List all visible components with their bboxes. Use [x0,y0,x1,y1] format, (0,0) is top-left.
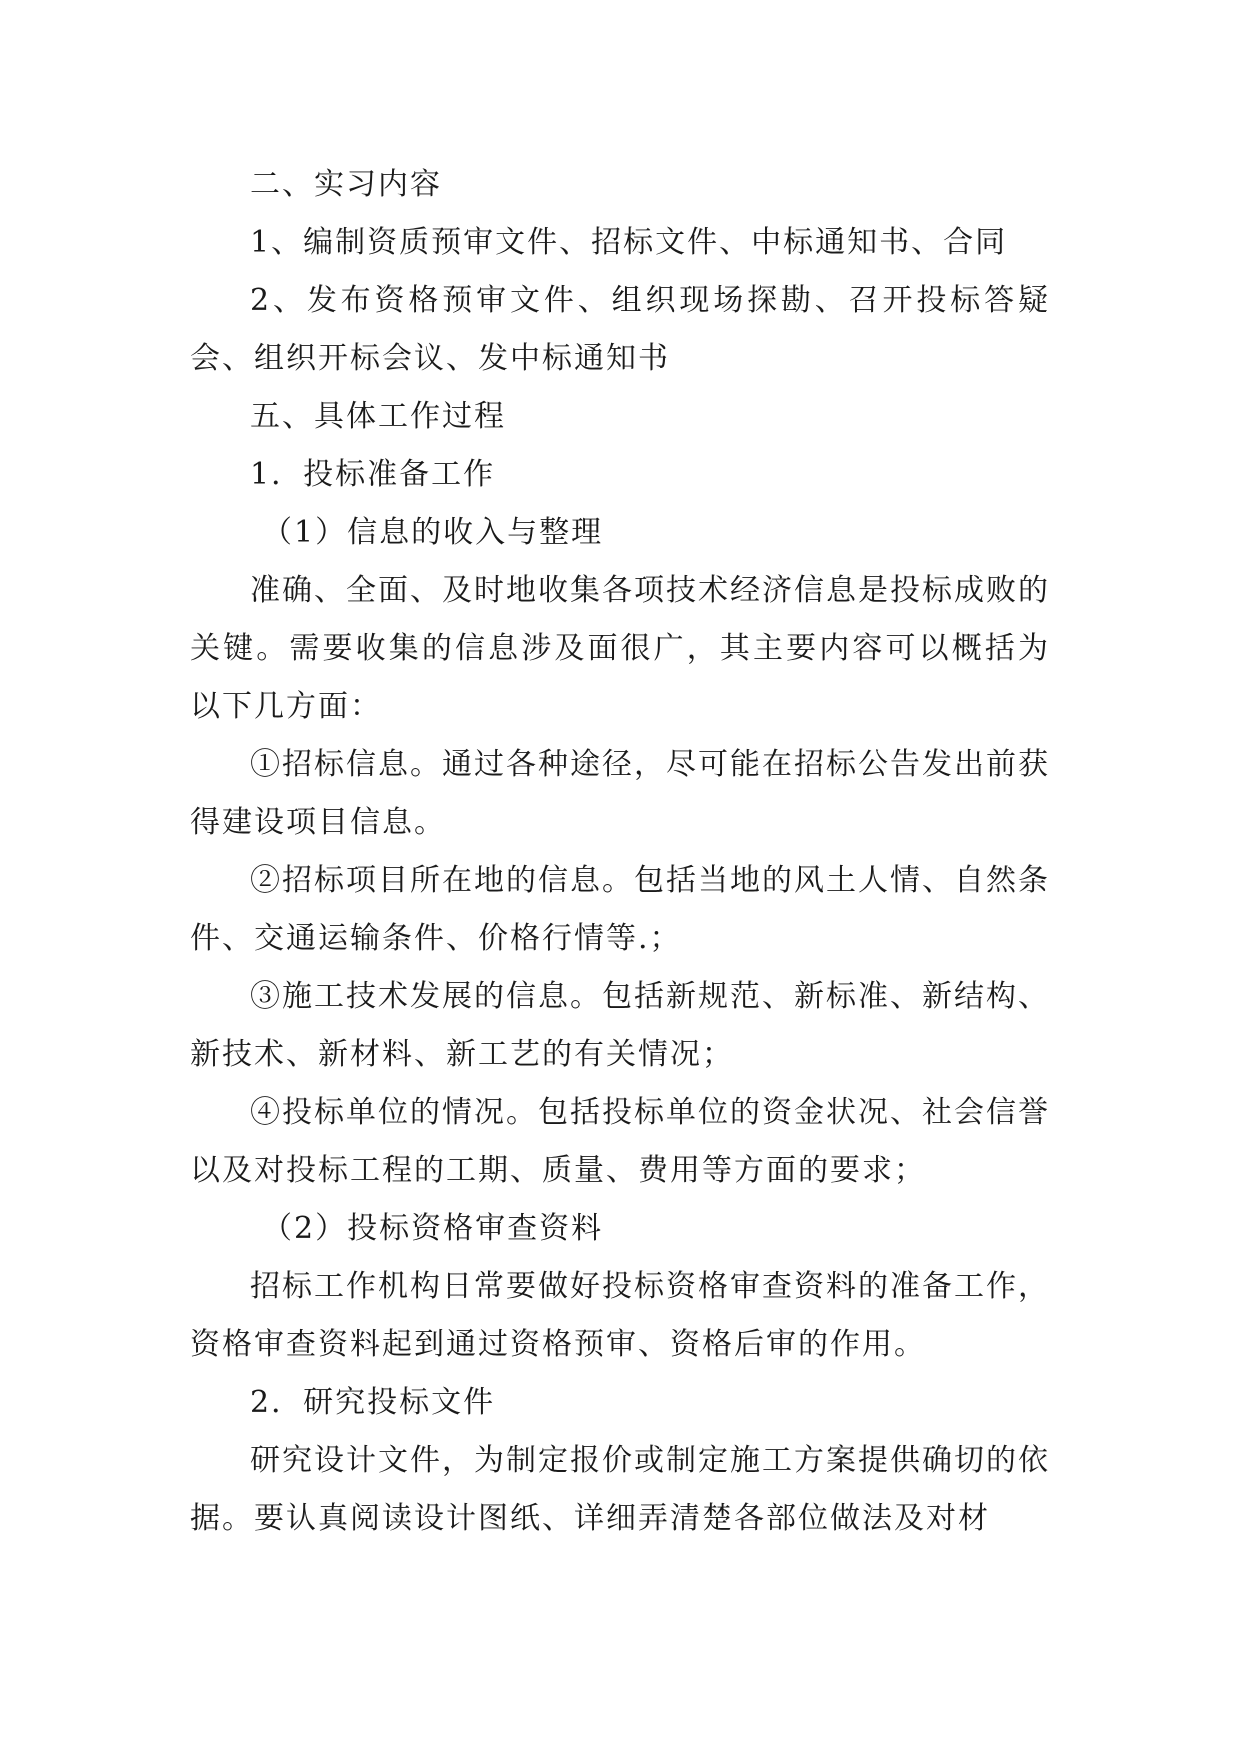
paragraph-bid-info: ①招标信息。通过各种途径，尽可能在招标公告发出前获得建设项目信息。 [190,747,1050,840]
paragraph-info-collection: 准确、全面、及时地收集各项技术经济信息是投标成败的关键。需要收集的信息涉及面很广，其主要内容可以概括为以下几方面： [190,573,1050,724]
subsection-heading-info-collection: （1）信息的收入与整理 [262,515,604,550]
subsection-heading-study-bid-docs: 2．研究投标文件 [250,1385,496,1420]
paragraph-local-info: ②招标项目所在地的信息。包括当地的风土人情、自然条件、交通运输条件、价格行情等.； [190,863,1050,956]
document-body [190,156,1050,1548]
list-item-1: 1、编制资质预审文件、招标文件、中标通知书、合同 [250,225,1008,260]
paragraph-tech-info: ③施工技术发展的信息。包括新规范、新标准、新结构、新技术、新材料、新工艺的有关情况； [190,979,1050,1072]
paragraph-study-design-docs: 研究设计文件，为制定报价或制定施工方案提供确切的依据。要认真阅读设计图纸、详细弄清楚各部位做法及对材 [190,1443,1050,1536]
paragraph-bidder-info: ④投标单位的情况。包括投标单位的资金状况、社会信誉以及对投标工程的工期、质量、费用等方面的要求； [190,1095,1050,1188]
section-heading-internship-content: 二、实习内容 [250,167,442,202]
subsection-heading-qualification-materials: （2）投标资格审查资料 [262,1211,604,1246]
list-item-2: 2、发布资格预审文件、组织现场探勘、召开投标答疑会、组织开标会议、发中标通知书 [190,283,1050,376]
paragraph-qualification-materials: 招标工作机构日常要做好投标资格审查资料的准备工作，资格审查资料起到通过资格预审、资格后审的作用。 [190,1269,1050,1362]
section-heading-work-process: 五、具体工作过程 [250,399,506,434]
subsection-heading-bid-preparation: 1．投标准备工作 [250,457,496,492]
